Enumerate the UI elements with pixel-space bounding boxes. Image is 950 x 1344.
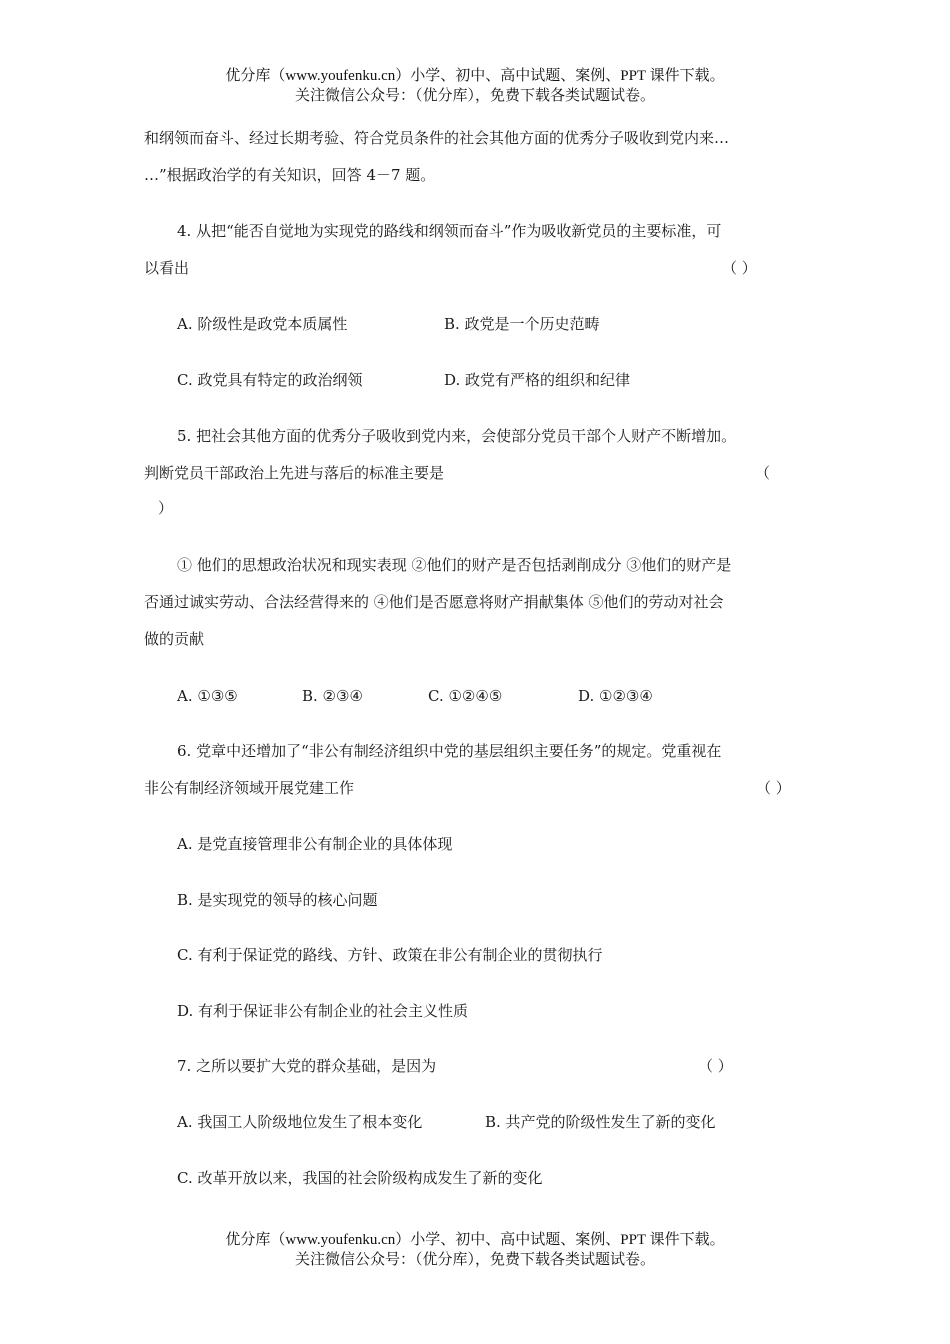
q6-stem-line-2: 非公有制经济领域开展党建工作	[144, 779, 355, 797]
q4-option-c: C. 政党具有特定的政治纲领	[177, 371, 363, 389]
intro-line-2: …”根据政治学的有关知识，回答 4－7 题。	[144, 166, 436, 184]
q5-statement-line-3: 做的贡献	[144, 630, 205, 648]
q4-stem-line-1: 4. 从把“能否自觉地为实现党的路线和纲领而奋斗”作为吸收新党员的主要标准，可	[177, 222, 722, 240]
q6-option-d: D. 有利于保证非公有制企业的社会主义性质	[177, 1002, 469, 1020]
q5-option-a: A. ①③⑤	[177, 687, 238, 705]
page-header	[0, 66, 950, 106]
q7-option-c: C. 改革开放以来，我国的社会阶级构成发生了新的变化	[177, 1169, 543, 1187]
q5-statement-line-2: 否通过诚实劳动、合法经营得来的 ④他们是否愿意将财产捐献集体 ⑤他们的劳动对社会	[144, 593, 724, 611]
q6-stem-line-1: 6. 党章中还增加了“非公有制经济组织中党的基层组织主要任务”的规定。党重视在	[177, 742, 722, 760]
q4-answer-paren: （ ）	[722, 259, 757, 277]
q5-answer-paren-open: （	[755, 464, 771, 482]
q6-option-c: C. 有利于保证党的路线、方针、政策在非公有制企业的贯彻执行	[177, 946, 603, 964]
q5-option-c: C. ①②④⑤	[428, 687, 503, 705]
header-line-1: 优分库（www.youfenku.cn）小学、初中、高中试题、案例、PPT 课件下载。	[225, 68, 725, 84]
q4-stem-line-2: 以看出	[144, 259, 190, 277]
q4-option-d: D. 政党有严格的组织和纪律	[444, 371, 631, 389]
q5-answer-paren-close: ）	[158, 499, 174, 517]
q4-option-a: A. 阶级性是政党本质属性	[177, 315, 348, 333]
q6-option-a: A. 是党直接管理非公有制企业的具体体现	[177, 835, 453, 853]
intro-line-1: 和纲领而奋斗、经过长期考验、符合党员条件的社会其他方面的优秀分子吸收到党内来…	[144, 129, 730, 147]
q5-statement-line-1: ① 他们的思想政治状况和现实表现 ②他们的财产是否包括剥削成分 ③他们的财产是	[177, 556, 732, 574]
footer-line-1: 优分库（www.youfenku.cn）小学、初中、高中试题、案例、PPT 课件下载。	[225, 1232, 725, 1248]
q7-option-b: B. 共产党的阶级性发生了新的变化	[485, 1113, 716, 1131]
q7-stem-line-1: 7. 之所以要扩大党的群众基础，是因为	[177, 1057, 437, 1075]
q5-stem-line-2: 判断党员干部政治上先进与落后的标准主要是	[144, 464, 445, 482]
footer-line-2: 关注微信公众号：（优分库），免费下载各类试题试卷。	[294, 1252, 655, 1268]
q5-option-b: B. ②③④	[302, 687, 363, 705]
q5-option-d: D. ①②③④	[578, 687, 653, 705]
q7-option-a: A. 我国工人阶级地位发生了根本变化	[177, 1113, 423, 1131]
q7-answer-paren: （ ）	[698, 1057, 733, 1075]
q4-option-b: B. 政党是一个历史范畴	[444, 315, 600, 333]
header-line-2: 关注微信公众号：（优分库），免费下载各类试题试卷。	[294, 88, 655, 104]
page-footer	[0, 1230, 950, 1270]
q5-stem-line-1: 5. 把社会其他方面的优秀分子吸收到党内来，会使部分党员干部个人财产不断增加。	[177, 427, 737, 445]
q6-answer-paren: （ ）	[756, 779, 791, 797]
q6-option-b: B. 是实现党的领导的核心问题	[177, 891, 378, 909]
